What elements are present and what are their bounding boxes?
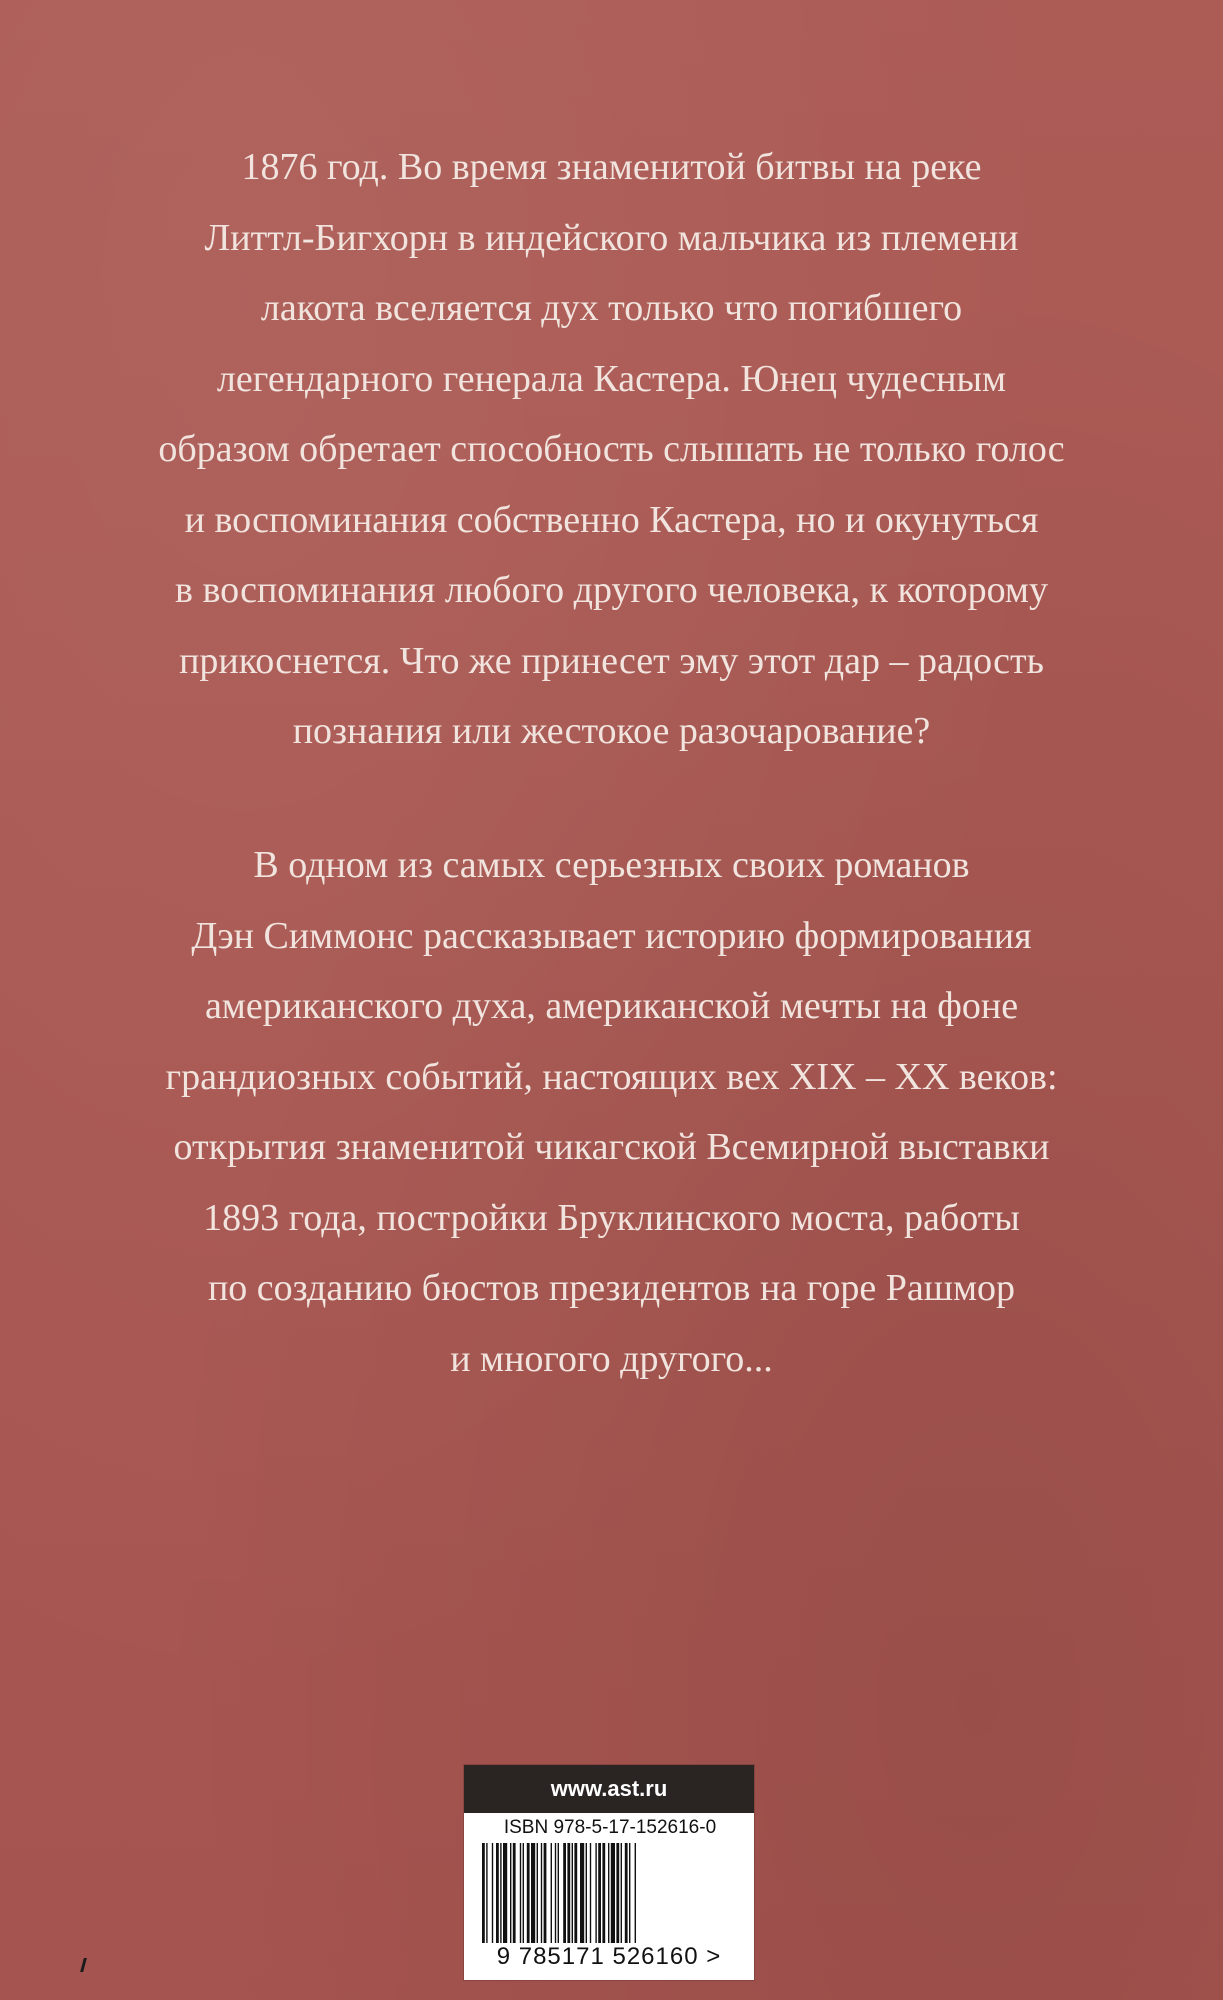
text-line: Дэн Симмонс рассказывает историю формирования (191, 914, 1032, 957)
text-line: 1893 года, постройки Бруклинского моста, работы (203, 1196, 1020, 1239)
barcode-bar (621, 1843, 622, 1943)
barcode-bar (625, 1843, 628, 1943)
annotation-paragraph-1 (100, 132, 1123, 767)
barcode-bar (520, 1843, 521, 1943)
isbn-text: ISBN 978-5-17-152616-0 (503, 1817, 717, 1838)
text-line: американского духа, американской мечты на фоне (204, 985, 1019, 1027)
text-line: грандиозных событий, настоящих вех XIX – XX веков: (165, 1055, 1058, 1098)
barcode-bar (510, 1843, 511, 1943)
text-line: лакота вселяется дух только что погибшего (260, 287, 963, 329)
barcode-bar (486, 1843, 487, 1943)
text-line: в воспоминания любого другого человека, к которому (175, 569, 1048, 611)
print-mark (80, 1958, 87, 1972)
barcode-bar (500, 1843, 501, 1943)
barcode-bar (595, 1843, 596, 1943)
text-line: прикоснется. Что же принесет эму этот дар – радость (179, 639, 1044, 682)
text-line: образом обретает способность слышать не только голос (158, 428, 1065, 470)
barcode-bar (611, 1843, 615, 1943)
text-line: Литтл-Бигхорн в индейского мальчика из племени (204, 216, 1019, 259)
barcode-label (464, 1765, 754, 1980)
barcode-bar (567, 1843, 570, 1943)
text-line: и многого другого... (450, 1337, 773, 1380)
barcode-bar (572, 1843, 573, 1943)
barcode-bars (482, 1843, 738, 1943)
barcode-bar (523, 1843, 524, 1943)
barcode-bar (574, 1843, 577, 1943)
barcode-bar (616, 1843, 619, 1943)
barcode-bar (531, 1843, 535, 1943)
barcode-bar (635, 1843, 636, 1943)
barcode-bar (558, 1843, 559, 1943)
text-line: В одном из самых серьезных своих романов (253, 844, 970, 886)
barcode-bar (598, 1843, 601, 1943)
barcode-digits: 9 785171 526160 > (496, 1943, 722, 1970)
barcode-bar (541, 1843, 542, 1943)
barcode-bar (537, 1843, 538, 1943)
text-line: открытия знаменитой чикагской Всемирной выставки (173, 1126, 1050, 1168)
barcode-bar (544, 1843, 547, 1943)
barcode-bar (496, 1843, 499, 1943)
barcode-bar (580, 1843, 584, 1943)
barcode-bar (586, 1843, 587, 1943)
text-line: и воспоминания собственно Кастера, но и окунуться (184, 498, 1039, 541)
annotation-paragraph-2 (100, 830, 1123, 1394)
text-line: 1876 год. Во время знаменитой битвы на реке (241, 146, 982, 188)
barcode-bar (602, 1843, 605, 1943)
barcode-bar (513, 1843, 516, 1943)
barcode-bar (551, 1843, 552, 1943)
text-line: познания или жестокое разочарование? (292, 710, 931, 752)
text-line: легендарного генерала Кастера. Юнец чудесным (216, 357, 1007, 400)
barcode-bar (492, 1843, 493, 1943)
text-line: по созданию бюстов президентов на горе Рашмор (207, 1267, 1016, 1309)
barcode-bar (563, 1843, 566, 1943)
barcode-bar (482, 1843, 485, 1943)
barcode-bar (555, 1843, 556, 1943)
barcode-bar (503, 1843, 507, 1943)
barcode-bar (629, 1843, 630, 1943)
barcode-bar (590, 1843, 591, 1943)
barcode-bar (527, 1843, 530, 1943)
barcode-bar (608, 1843, 609, 1943)
publisher-website: www.ast.ru (464, 1765, 754, 1813)
